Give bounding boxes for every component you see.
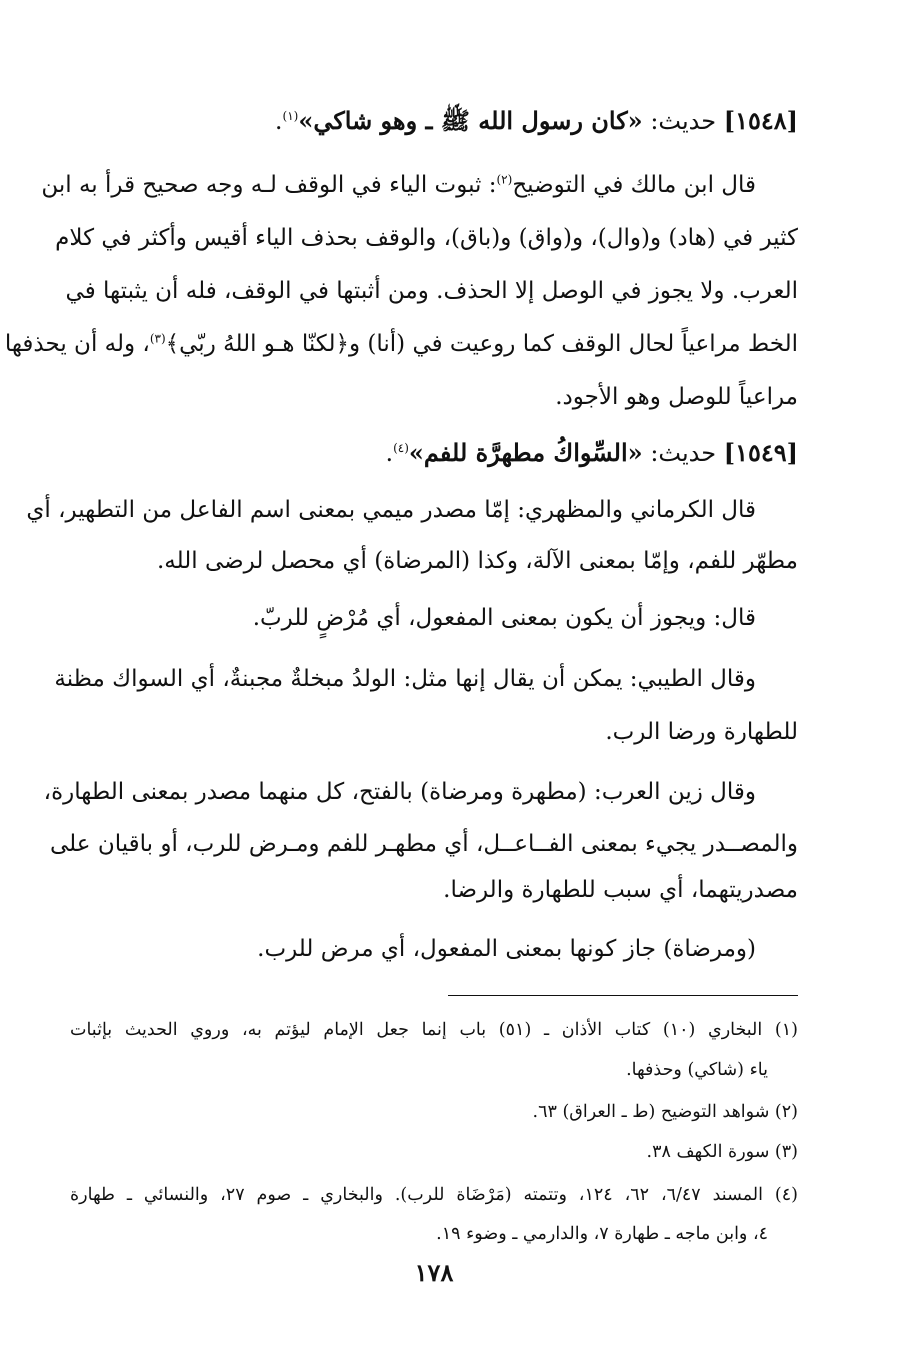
footnote-separator: [448, 995, 798, 996]
hadith-text: «السِّواكُ مطهرَّة للفم»: [408, 438, 643, 467]
paragraph-line: قال الكرماني والمظهري: إمّا مصدر ميمي بمعنى اسم الفاعل من التطهير، أي: [26, 497, 756, 523]
hadith-number: [١٥٤٩]: [723, 438, 798, 467]
text-run: : ثبوت الياء في الوقف لـه وجه صحيح قرأ به ابن: [41, 172, 497, 198]
text-run: ، وله أن يحذفها: [4, 331, 150, 357]
footnote-2: (٢) شواهد التوضيح (ط ـ العراق) ٦٣.: [532, 1102, 798, 1122]
footnote-1: (١) البخاري (١٠) كتاب الأذان ـ (٥١) باب إنما جعل الإمام ليؤتم به، وروي الحديث بإثبات: [70, 1020, 798, 1040]
paragraph-line: كثير في (هاد) و(وال)، و(واق) و(باق)، والوقف بحذف الياء أقيس وأكثر في كلام: [55, 225, 798, 251]
paragraph-line: [41, 170, 798, 200]
paragraph-line: العرب. ولا يجوز في الوصل إلا الحذف. ومن أثبتها في الوقف، فله أن يثبتها في: [65, 278, 798, 304]
hadith-number: [١٥٤٨]: [723, 106, 798, 135]
hadith-heading-1548: [70, 106, 798, 136]
text-run: قال ابن مالك في التوضيح: [512, 172, 756, 198]
hadith-text: «كان رسول الله ﷺ ـ وهو شاكي»: [298, 106, 643, 135]
book-page: [4, 0, 798, 1359]
footnote-4: (٤) المسند ٦/٤٧، ٦٢، ١٢٤، وتتمته (مَرْضَاة للرب). والبخاري ـ صوم ٢٧، والنسائي ـ طهارة: [70, 1185, 798, 1205]
hadith-heading-1549: [70, 438, 798, 468]
text-run: الخط مراعياً لحال الوقف كما روعيت في (أنا) و﴿لكنّا هـو اللهُ ربّي﴾: [165, 331, 798, 357]
footnote-ref: (٣): [149, 331, 166, 346]
paragraph-line: مصدريتهما، أي سبب للطهارة والرضا.: [443, 877, 798, 903]
page-number: ١٧٨: [414, 1258, 454, 1287]
footnote-ref: (٤): [393, 441, 409, 455]
paragraph-line: وقال الطيبي: يمكن أن يقال إنها مثل: الولدُ مبخلةٌ مجبنةٌ، أي السواك مظنة: [54, 666, 756, 692]
footnote-4-continued: ٤، وابن ماجه ـ طهارة ٧، والدارمي ـ وضوء ١٩.: [436, 1224, 768, 1244]
footnote-ref: (١): [282, 109, 299, 123]
paragraph-line: مراعياً للوصل وهو الأجود.: [555, 384, 798, 410]
paragraph-line: للطهارة ورضا الرب.: [605, 719, 798, 745]
paragraph-line: [4, 329, 798, 359]
paragraph-line: مطهّر للفم، وإمّا بمعنى الآلة، وكذا (المرضاة) أي محصل لرضى الله.: [157, 548, 798, 574]
hadith-tail: .: [385, 439, 394, 467]
paragraph-line: وقال زين العرب: (مطهرة ومرضاة) بالفتح، كل منهما مصدر بمعنى الطهارة،: [43, 779, 756, 805]
paragraph-line: قال: ويجوز أن يكون بمعنى المفعول، أي مُرْضٍ للربّ.: [252, 605, 756, 631]
footnote-3: (٣) سورة الكهف ٣٨.: [646, 1142, 798, 1162]
paragraph-line: والمصــدر يجيء بمعنى الفــاعــل، أي مطهـر للفم ومـرض للرب، أو باقيان على: [50, 831, 798, 857]
hadith-label: حديث:: [650, 439, 717, 467]
hadith-tail: .: [274, 107, 283, 135]
footnote-1-continued: ياء (شاكي) وحذفها.: [626, 1060, 768, 1080]
paragraph-line: (ومرضاة) جاز كونها بمعنى المفعول، أي مرض للرب.: [257, 936, 756, 962]
hadith-label: حديث:: [650, 107, 717, 135]
footnote-ref: (٢): [496, 172, 513, 187]
